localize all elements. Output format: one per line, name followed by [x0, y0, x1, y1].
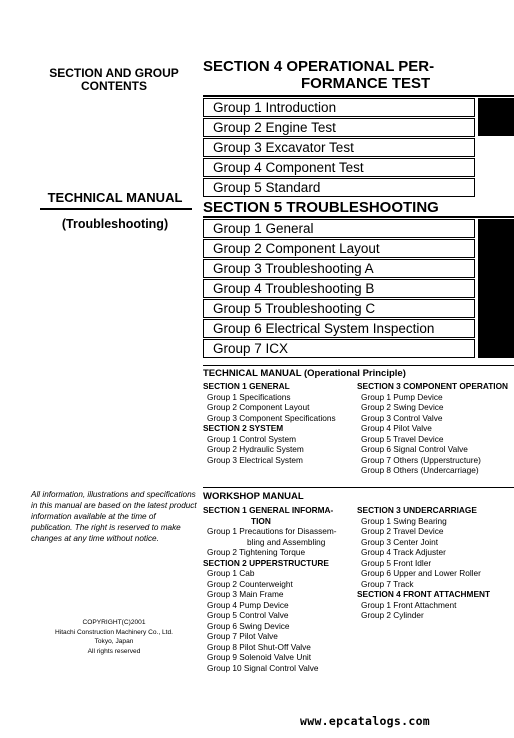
copyright-city: Tokyo, Japan [94, 638, 134, 645]
principle-col1 [203, 381, 336, 465]
list-item: Group 10 Signal Control Valve [207, 662, 319, 673]
workshop-rule [203, 487, 514, 488]
list-item: Group 1 Precautions for Disassem- [207, 526, 337, 536]
contents-heading [40, 67, 188, 93]
list-item: Group 4 Pump Device [207, 599, 289, 610]
list-item: Group 2 Component Layout [207, 402, 310, 412]
list-item: Group 3 Component Specifications [207, 412, 336, 423]
list-item: Group 6 Signal Control Valve [361, 444, 468, 454]
copyright-line: COPYRIGHT(C)2001 [82, 619, 146, 626]
list-item: Group 7 Track [361, 578, 414, 589]
section4-title [203, 58, 493, 92]
section5-group-6[interactable]: Group 6 Electrical System Inspection [203, 319, 475, 338]
section4-index-tab [478, 98, 514, 136]
section5-title: SECTION 5 TROUBLESHOOTING [203, 199, 439, 216]
section5-group-4[interactable]: Group 4 Troubleshooting B [203, 279, 475, 298]
principle-title: TECHNICAL MANUAL (Operational Principle) [203, 368, 406, 379]
list-item: Group 9 Solenoid Valve Unit [207, 652, 312, 662]
section4-title-line2: FORMANCE TEST [301, 75, 431, 92]
section5-group-2[interactable]: Group 2 Component Layout [203, 239, 475, 258]
list-item: Group 2 Travel Device [361, 526, 444, 536]
section4-title-line1: SECTION 4 OPERATIONAL PER- [203, 58, 435, 75]
section4-rule [203, 95, 514, 97]
list-item: Group 6 Swing Device [207, 620, 290, 631]
workshop-col2 [357, 505, 490, 621]
section5-group-3[interactable]: Group 3 Troubleshooting A [203, 259, 475, 278]
workshop-sec3-head: SECTION 3 UNDERCARRIAGE [357, 505, 477, 515]
section4-group-4[interactable]: Group 4 Component Test [203, 158, 475, 177]
list-item: Group 1 Control System [207, 433, 296, 444]
principle-rule [203, 365, 514, 366]
workshop-col1 [203, 505, 337, 673]
workshop-sec1-head: SECTION 1 GENERAL INFORMA- [203, 505, 334, 515]
list-item: Group 3 Electrical System [207, 454, 303, 465]
manual-subtitle: (Troubleshooting) [61, 217, 169, 231]
workshop-title: WORKSHOP MANUAL [203, 491, 304, 502]
list-item: Group 1 Swing Bearing [361, 515, 447, 526]
section4-group-5[interactable]: Group 5 Standard [203, 178, 475, 197]
contents-heading-line2: CONTENTS [81, 79, 147, 93]
list-item: Group 5 Travel Device [361, 433, 444, 444]
principle-sec3-head: SECTION 3 COMPONENT OPERATION [357, 381, 509, 391]
contents-heading-line1: SECTION AND GROUP [49, 66, 179, 80]
list-item: Group 7 Others (Upperstructure) [361, 454, 481, 465]
list-item: Group 1 Front Attachment [361, 599, 457, 610]
list-item: Group 2 Tightening Torque [207, 547, 306, 557]
list-item: Group 8 Pilot Shut-Off Valve [207, 641, 311, 652]
principle-sec1-head: SECTION 1 GENERAL [203, 381, 290, 391]
list-item: Group 1 Specifications [207, 391, 291, 402]
workshop-sec4-head: SECTION 4 FRONT ATTACHMENT [357, 589, 491, 599]
list-item: Group 7 Pilot Valve [207, 631, 278, 641]
manual-title: TECHNICAL MANUAL [47, 190, 183, 205]
workshop-sec1-head-cont: TION [251, 515, 271, 526]
workshop-sec2-head: SECTION 2 UPPERSTRUCTURE [203, 557, 329, 568]
list-item: Group 2 Hydraulic System [207, 444, 304, 454]
list-item: Group 2 Swing Device [361, 402, 444, 412]
copyright-company: Hitachi Construction Machinery Co., Ltd. [54, 628, 173, 636]
list-item: Group 4 Pilot Valve [361, 423, 432, 433]
section4-group-1[interactable]: Group 1 Introduction [203, 98, 475, 117]
list-item: bling and Assembling [247, 536, 326, 547]
notice-text: All information, illustrations and specifications in this manual are based on the latest product information available at the time of publication. The right is reserved to make changes at any time without notice. [31, 490, 197, 543]
list-item: Group 2 Counterweight [207, 578, 293, 589]
list-item: Group 3 Control Valve [361, 412, 443, 423]
section5-group-7[interactable]: Group 7 ICX [203, 339, 475, 358]
list-item: Group 5 Control Valve [207, 610, 289, 620]
list-item: Group 1 Cab [207, 568, 255, 578]
list-item: Group 4 Track Adjuster [361, 547, 446, 557]
list-item: Group 3 Center Joint [361, 536, 439, 547]
list-item: Group 3 Main Frame [207, 589, 284, 599]
section5-rule [203, 216, 514, 218]
principle-col2 [357, 381, 508, 476]
copyright-block [40, 618, 188, 656]
principle-sec2-head: SECTION 2 SYSTEM [203, 423, 284, 433]
list-item: Group 5 Front Idler [361, 557, 432, 568]
list-item: Group 8 Others (Undercarriage) [361, 465, 479, 475]
list-item: Group 1 Pump Device [361, 391, 443, 402]
section5-group-5[interactable]: Group 5 Troubleshooting C [203, 299, 475, 318]
list-item: Group 6 Upper and Lower Roller [361, 568, 481, 578]
section4-group-2[interactable]: Group 2 Engine Test [203, 118, 475, 137]
section4-group-3[interactable]: Group 3 Excavator Test [203, 138, 475, 157]
list-item: Group 2 Cylinder [361, 610, 424, 620]
manual-title-rule [40, 208, 192, 210]
section5-index-tab [478, 219, 514, 358]
copyright-rights: All rights reserved [87, 647, 141, 655]
website-link[interactable]: www.epcatalogs.com [300, 714, 431, 728]
section5-group-1[interactable]: Group 1 General [203, 219, 475, 238]
